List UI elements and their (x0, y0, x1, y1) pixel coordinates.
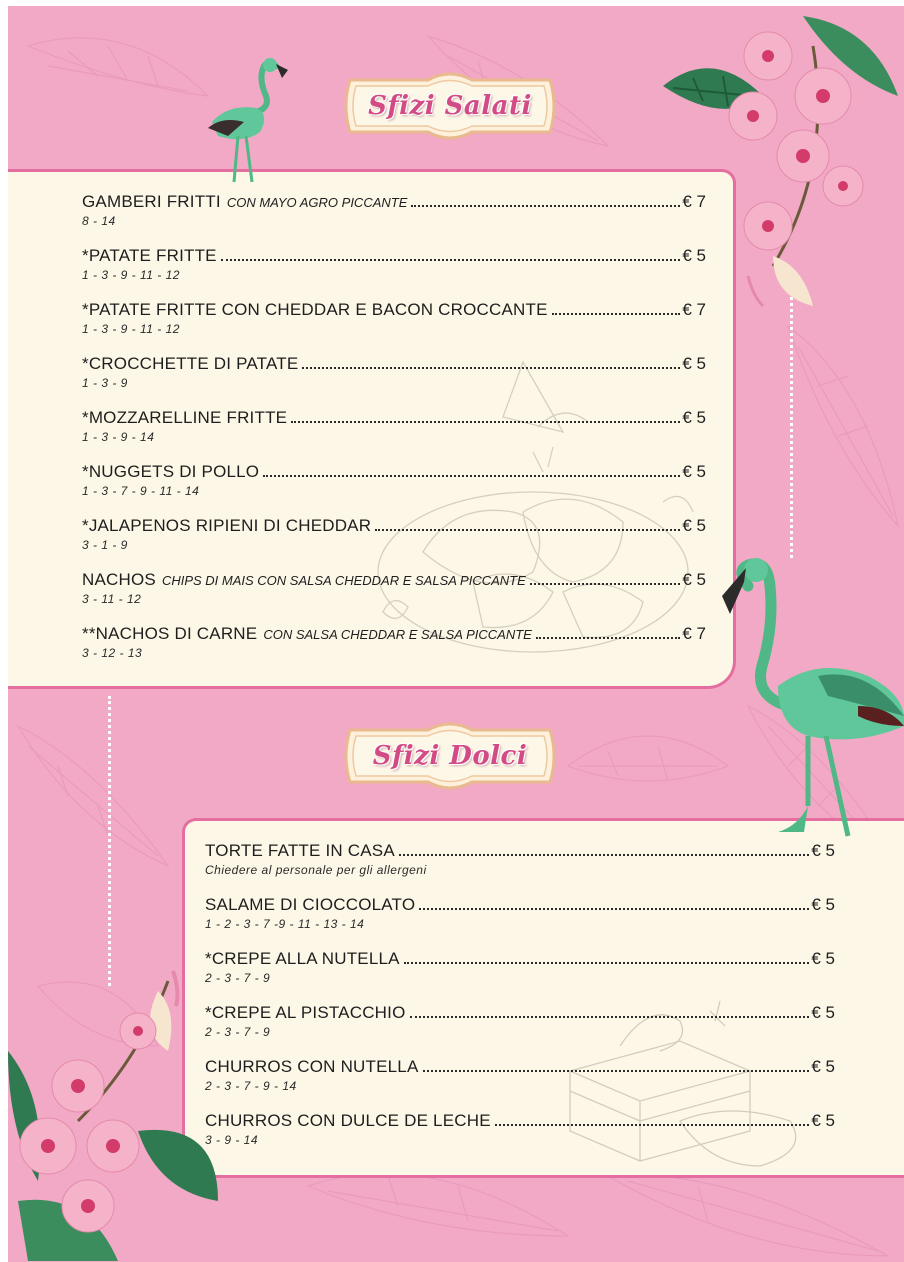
menu-item-allergens: 2 - 3 - 7 - 9 (205, 1025, 271, 1039)
menu-item-row (82, 516, 706, 536)
menu-item-name: GAMBERI FRITTI (82, 192, 221, 211)
menu-item-description: CHIPS DI MAIS CON SALSA CHEDDAR E SALSA PICCANTE (161, 573, 526, 588)
menu-item (82, 570, 706, 606)
menu-item-price: € 5 (682, 246, 706, 265)
menu-item-price: € 7 (682, 192, 706, 211)
dolci-panel (182, 818, 904, 1178)
menu-item-allergens: Chiedere al personale per gli allergeni (205, 863, 427, 877)
menu-item-name: SALAME DI CIOCCOLATO (205, 895, 416, 914)
menu-item (82, 462, 706, 498)
menu-item-price: € 7 (682, 300, 706, 319)
menu-item-allergens: 3 - 11 - 12 (82, 592, 142, 606)
menu-item-allergens: 2 - 3 - 7 - 9 - 14 (205, 1079, 297, 1093)
menu-item-description: CON MAYO AGRO PICCANTE (226, 195, 408, 210)
menu-item-allergens: 1 - 3 - 9 (82, 376, 128, 390)
dot-leader (410, 1016, 810, 1018)
menu-item-row (205, 1057, 835, 1077)
flamingo-icon (708, 556, 904, 846)
fried-food-sketch-icon (363, 342, 703, 662)
menu-item-row (205, 895, 835, 915)
menu-item (82, 192, 706, 228)
section-title-salati-text: Sfizi Salati (368, 91, 532, 121)
menu-item-name: *CREPE ALLA NUTELLA (205, 949, 400, 968)
menu-item (82, 246, 706, 282)
dot-leader (495, 1124, 810, 1126)
menu-item-name: **NACHOS DI CARNE (82, 624, 258, 643)
dot-leader (536, 637, 681, 639)
menu-item-allergens: 3 - 12 - 13 (82, 646, 143, 660)
menu-item-allergens: 1 - 3 - 9 - 11 - 12 (82, 268, 180, 282)
dot-leader (302, 367, 680, 369)
menu-item-allergens: 8 - 14 (82, 214, 116, 228)
dot-leader (399, 854, 809, 856)
menu-item-name: CHURROS CON DULCE DE LECHE (205, 1111, 491, 1130)
salati-panel (8, 169, 736, 689)
menu-item (205, 1057, 835, 1093)
menu-item-price: € 5 (811, 1111, 835, 1130)
menu-item-allergens: 3 - 9 - 14 (205, 1133, 259, 1147)
menu-item-price: € 7 (682, 624, 706, 643)
dotted-divider-left (108, 696, 111, 986)
menu-item-name: *NUGGETS DI POLLO (82, 462, 260, 481)
menu-item-description: CON SALSA CHEDDAR E SALSA PICCANTE (263, 627, 532, 642)
menu-item-name: *MOZZARELLINE FRITTE (82, 408, 288, 427)
dot-leader (411, 205, 680, 207)
menu-item-row (82, 408, 706, 428)
dot-leader (263, 475, 680, 477)
menu-item-name: *JALAPENOS RIPIENI DI CHEDDAR (82, 516, 372, 535)
menu-item-allergens: 1 - 3 - 9 - 14 (82, 430, 155, 444)
menu-item-name: CHURROS CON NUTELLA (205, 1057, 419, 1076)
menu-item-price: € 5 (682, 354, 706, 373)
menu-item-allergens: 1 - 2 - 3 - 7 -9 - 11 - 13 - 14 (205, 917, 365, 931)
menu-item-row (205, 949, 835, 969)
menu-item-row (82, 570, 706, 590)
menu-item-name: *CROCCHETTE DI PATATE (82, 354, 299, 373)
menu-item-price: € 5 (811, 1003, 835, 1022)
flamingo-icon (198, 52, 298, 192)
menu-item (205, 895, 835, 931)
menu-item-row (82, 192, 706, 212)
menu-item-row (205, 1111, 835, 1131)
menu-item-name: *PATATE FRITTE (82, 246, 217, 265)
dot-leader (221, 259, 681, 261)
menu-item (82, 408, 706, 444)
menu-item-price: € 5 (811, 949, 835, 968)
menu-item-allergens: 1 - 3 - 7 - 9 - 11 - 14 (82, 484, 200, 498)
menu-item-name: *PATATE FRITTE CON CHEDDAR E BACON CROCCANTE (82, 300, 548, 319)
menu-item-price: € 5 (682, 408, 706, 427)
menu-item-row (82, 354, 706, 374)
menu-item-row (82, 246, 706, 266)
menu-item-price: € 5 (811, 1057, 835, 1076)
menu-item-row (82, 624, 706, 644)
menu-item-row (205, 1003, 835, 1023)
menu-item-price: € 5 (682, 516, 706, 535)
menu-item (205, 1003, 835, 1039)
menu-item-allergens: 1 - 3 - 9 - 11 - 12 (82, 322, 180, 336)
menu-item (82, 354, 706, 390)
dot-leader (404, 962, 810, 964)
section-title-dolci (336, 716, 564, 796)
menu-item-price: € 5 (811, 841, 835, 860)
menu-item (205, 841, 835, 877)
orchid-flowers-icon (653, 6, 903, 316)
menu-item-name: *CREPE AL PISTACCHIO (205, 1003, 406, 1022)
menu-item-name: NACHOS (82, 570, 156, 589)
menu-item-allergens: 2 - 3 - 7 - 9 (205, 971, 271, 985)
orchid-flowers-icon (8, 961, 228, 1261)
menu-item-row (82, 462, 706, 482)
section-title-salati (336, 66, 564, 146)
dotted-divider-right (790, 286, 793, 558)
menu-item-price: € 5 (811, 895, 835, 914)
menu-item-allergens: 3 - 1 - 9 (82, 538, 128, 552)
dot-leader (291, 421, 680, 423)
menu-item (82, 516, 706, 552)
dot-leader (375, 529, 680, 531)
menu-item-row (82, 300, 706, 320)
menu-item-name: TORTE FATTE IN CASA (205, 841, 395, 860)
section-title-dolci-text: Sfizi Dolci (372, 741, 528, 771)
menu-item-price: € 5 (682, 570, 706, 589)
menu-item (205, 949, 835, 985)
menu-item (205, 1111, 835, 1147)
dot-leader (423, 1070, 810, 1072)
dot-leader (419, 908, 809, 910)
menu-item (82, 300, 706, 336)
menu-item (82, 624, 706, 660)
menu-item-price: € 5 (682, 462, 706, 481)
dot-leader (530, 583, 681, 585)
